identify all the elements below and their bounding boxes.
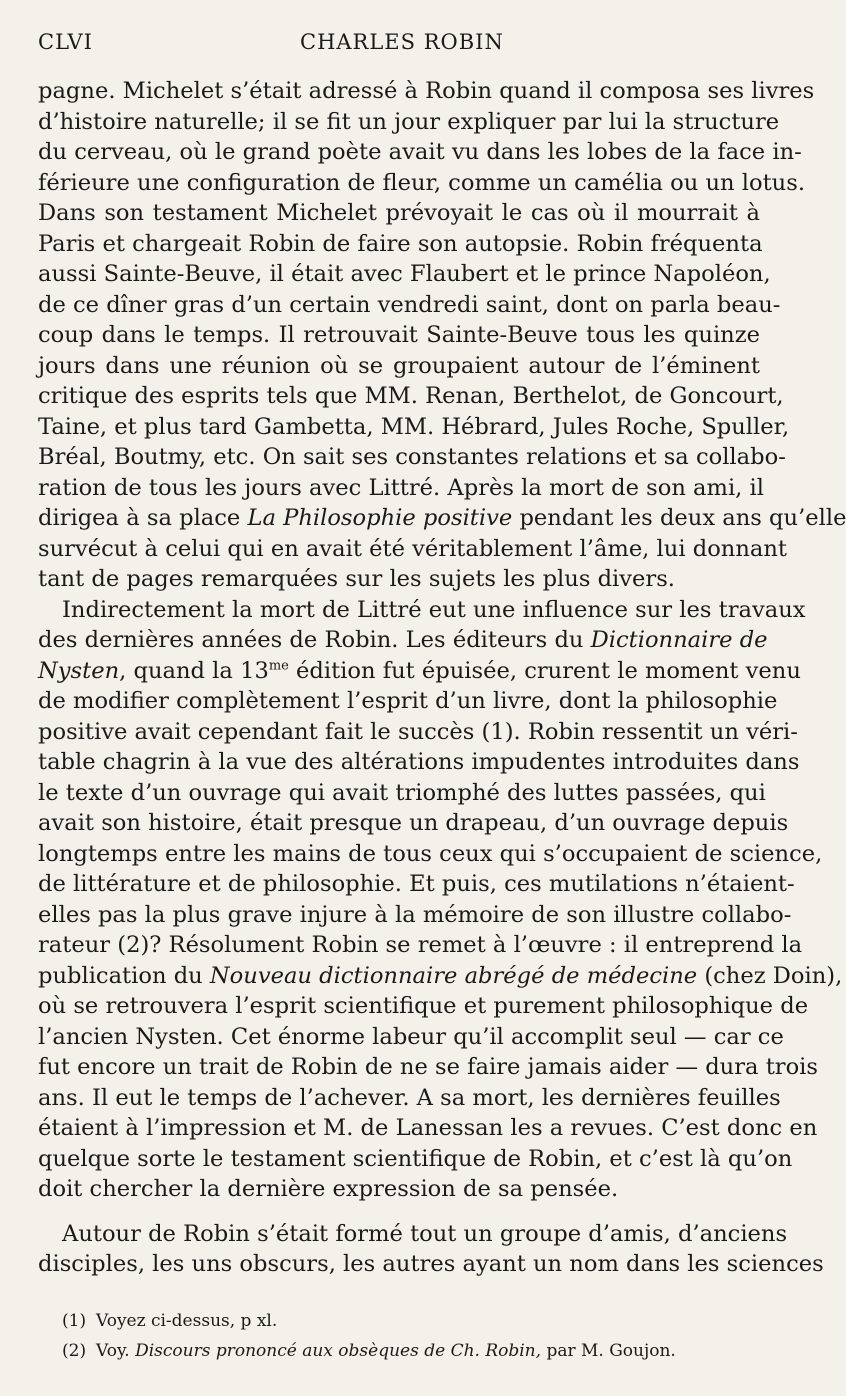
text-line: Paris et chargeait Robin de faire son autopsie. Robin fréquenta: [38, 230, 763, 257]
footnote-number: (2): [62, 1341, 87, 1361]
text-line: de ce dîner gras d’un certain vendredi saint, dont on parla beau-: [38, 291, 781, 318]
italic-title: Nouveau dictionnaire abrégé de médecine: [209, 962, 698, 989]
text-line: d’histoire naturelle; il se fit un jour expliquer par lui la structure: [38, 108, 780, 135]
superscript: me: [268, 657, 289, 673]
footnote-italic: Discours prononcé aux obsèques de Ch. Robin,: [135, 1341, 542, 1361]
text-line: fut encore un trait de Robin de ne se faire jamais aider — dura trois: [38, 1054, 818, 1080]
text-line: Bréal, Boutmy, etc. On sait ses constantes relations et sa collabo-: [38, 444, 786, 470]
italic-title: Dictionnaire de: [590, 627, 768, 653]
text-line: tant de pages remarquées sur les sujets les plus divers.: [38, 566, 675, 592]
text-line: doit chercher la dernière expression de sa pensée.: [38, 1176, 619, 1202]
running-title: CHARLES ROBIN: [300, 30, 504, 54]
text-line: de modifier complètement l’esprit d’un livre, dont la philosophie: [38, 688, 778, 714]
text-line: Nysten, quand la $13^{me}$ édition fut épuisée, crurent le moment venu: [38, 657, 801, 684]
text-line: du cerveau, où le grand poète avait vu dans les lobes de la face in-: [38, 139, 802, 165]
text-line: survécut à celui qui en avait été véritablement l’âme, lui donnant: [38, 535, 788, 562]
page-header: [38, 30, 760, 64]
footnote-number: (1): [62, 1311, 87, 1331]
italic-title: Nysten: [38, 657, 120, 684]
text-line: rateur (2)? Résolument Robin se remet à l’œuvre : il entreprend la: [38, 932, 803, 958]
text-line: Indirectement la mort de Littré eut une influence sur les travaux: [62, 596, 806, 623]
text-line: ans. Il eut le temps de l’achever. A sa mort, les dernières feuilles: [38, 1084, 781, 1111]
footnote: (2) Voy. Discours prononcé aux obsèques de Ch. Robin, par M. Goujon.: [62, 1336, 762, 1366]
paragraph: [38, 76, 846, 595]
text-line: Dans son testament Michelet prévoyait le cas où il mourrait à: [38, 200, 760, 226]
text-line: des dernières années de Robin. Les éditeurs du Dictionnaire de: [38, 627, 768, 653]
text-line: quelque sorte le testament scientifique de Robin, et c’est là qu’on: [38, 1145, 793, 1172]
text-line: l’ancien Nysten. Cet énorme labeur qu’il accomplit seul — car ce: [38, 1023, 784, 1050]
text-line: critique des esprits tels que MM. Renan, Berthelot, de Goncourt,: [38, 383, 784, 409]
text-line: où se retrouvera l’esprit scientifique et purement philosophique de: [38, 993, 809, 1019]
text-line: le texte d’un ouvrage qui avait triomphé des luttes passées, qui: [38, 779, 766, 806]
text-line: longtemps entre les mains de tous ceux qui s’occupaient de science,: [38, 840, 823, 867]
text-line: coup dans le temps. Il retrouvait Sainte-Beuve tous les quinze: [38, 322, 760, 348]
footnote: [62, 1306, 762, 1336]
text-line: Autour de Robin s’était formé tout un groupe d’amis, d’anciens: [62, 1220, 788, 1247]
text-line: de littérature et de philosophie. Et puis, ces mutilations n’étaient-: [38, 871, 795, 897]
text-line: publication du Nouveau dictionnaire abrégé de médecine (chez Doin),: [38, 962, 843, 989]
footnote-text: Voyez ci-dessus, p xl.: [96, 1311, 278, 1331]
text-line: pagne. Michelet s’était adressé à Robin quand il composa ses livres: [38, 78, 815, 104]
italic-title: La Philosophie positive: [247, 505, 513, 531]
text-line: ration de tous les jours avec Littré. Après la mort de son ami, il: [38, 474, 764, 501]
text-line: table chagrin à la vue des altérations impudentes introduites dans: [38, 749, 800, 775]
text-line: Taine, et plus tard Gambetta, MM. Hébrard, Jules Roche, Spuller,: [38, 413, 790, 440]
text-line: aussi Sainte-Beuve, il était avec Flaubert et le prince Napoléon,: [38, 261, 771, 287]
body-text: [38, 76, 846, 1280]
text-line: elles pas la plus grave injure à la mémoire de son illustre collabo-: [38, 901, 792, 928]
text-line: positive avait cependant fait le succès (1). Robin ressentit un véri-: [38, 718, 798, 745]
paragraph: [38, 595, 843, 1205]
text-line: avait son histoire, était presque un drapeau, d’un ouvrage depuis: [38, 810, 789, 836]
text-line: dirigea à sa place La Philosophie positive pendant les deux ans qu’elle: [38, 505, 846, 531]
text-line: disciples, les uns obscurs, les autres ayant un nom dans les sciences: [38, 1251, 824, 1277]
text-line: jours dans une réunion où se groupaient autour de l’éminent: [38, 352, 760, 379]
folio-number: CLVI: [38, 30, 93, 54]
paragraph: [38, 1219, 824, 1280]
text-line: étaient à l’impression et M. de Lanessan les a revues. C’est donc en: [38, 1115, 818, 1141]
text-line: férieure une configuration de fleur, comme un camélia ou un lotus.: [38, 169, 806, 196]
footnotes: [62, 1306, 762, 1366]
